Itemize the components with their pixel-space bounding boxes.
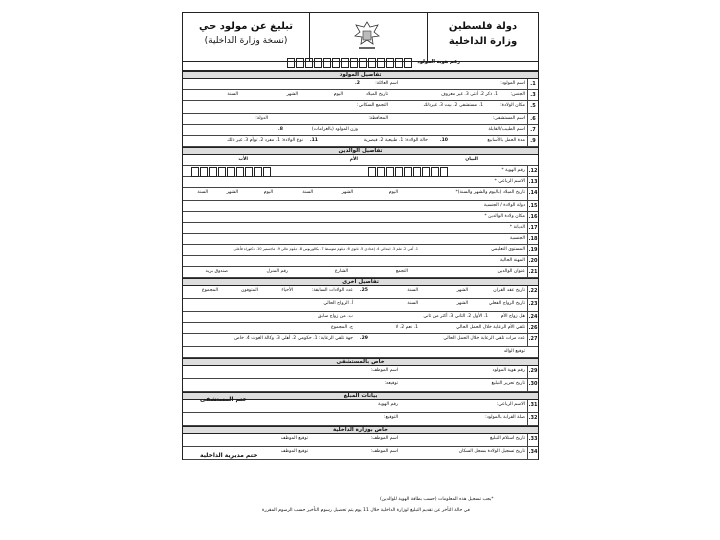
parents-header-row: البيان الأم الأب xyxy=(183,155,538,166)
row-hospital-newborn-id[interactable]: 29. رقم هوية المولود اسم الموظف: xyxy=(183,366,538,379)
row-parent-name[interactable]: 13. الاسم الرباعي * xyxy=(183,177,538,188)
row-parent-nationality[interactable]: 18. الجنسية xyxy=(183,234,538,245)
newborn-id-row xyxy=(182,57,539,71)
row-father-signature[interactable]: توقيع الوالد xyxy=(183,347,538,358)
footnote-1: *يجب تسجيل هذه المعلومات (حسب بطاقة الهوية للوالدين) xyxy=(380,497,494,502)
row-parent-job[interactable]: 20. المهنة الحالية xyxy=(183,256,538,267)
mother-id-boxes[interactable] xyxy=(368,167,448,177)
hospital-stamp-label: ختم المستشفى xyxy=(200,396,247,403)
row-parent-country[interactable]: 15. دولة الولادة / الجنسية xyxy=(183,201,538,212)
state-title-box xyxy=(427,12,539,62)
row-sex-birthdate[interactable]: 3. الجنس: 1. ذكر 2. أنثى 3. غير معروف تاريخ الميلاد اليوم الشهر السنة xyxy=(183,90,538,101)
row-doctor-weight[interactable]: 7. اسم الطبيب/القابلة وزن المولود (بالغرامات) 8. xyxy=(183,125,538,136)
row-care-count[interactable]: 27. عدد مرات تلقي الرعاية خلال الحمل الحالي 29. جهة تلقي الرعاية: 1. حكومي 2. أهلي 3. وكالة الغوث 4. خاص xyxy=(183,334,538,347)
row-parent-address[interactable]: 21. عنوان الوالدين التجمع الشارع رقم المنزل صندوق بريد xyxy=(183,267,538,278)
section-hospital: خاص بالمستشفى xyxy=(183,358,538,366)
section-informant: بيانات المبلغ xyxy=(183,392,538,400)
row-interior-receipt[interactable]: 33. تاريخ استلام التبليغ اسم الموظف: توقيع الموظف xyxy=(183,434,538,447)
row-birth-place[interactable]: 5. مكان الولادة: 1. مستشفى 2. بيت 3. غيرذلك التجمع السكاني: xyxy=(183,101,538,114)
palestine-eagle-emblem xyxy=(353,20,381,54)
row-marriage-contract[interactable]: 22. تاريخ عقد القران الشهر السنة 25. عدد الولادات السابقة: الأحياء المتوفون المجموع xyxy=(183,286,538,299)
state-name: دولة فلسطين xyxy=(448,21,518,32)
form-title: تبليغ عن مولود حي xyxy=(198,21,294,32)
section-newborn: تفاصيل المولود xyxy=(183,71,538,79)
row-informant-relation[interactable]: 32. صلة القرابة بالمولود: التوقيع: xyxy=(183,413,538,426)
row-parent-religion[interactable]: 17. الديانة * xyxy=(183,223,538,234)
section-interior: خاص بوزارة الداخلية xyxy=(183,426,538,434)
row-actual-marriage[interactable]: 23. تاريخ الزواج الفعلي الشهر السنة أ. الزواج الحالي xyxy=(183,299,538,312)
row-parent-education[interactable]: 19. المستوى التعليمي 1. أمي 2. ملم 3. ابتدائي 4. إعدادي 5. ثانوي 6. دبلوم متوسط 7. بكالوريوس 8. دبلوم عالي 9. ماجستير 10. دكتوراه فأعلى xyxy=(183,245,538,256)
row-parent-birthdate[interactable]: 14. تاريخ الميلاد (باليوم والشهر والسنة)* اليوم الشهر السنة اليوم الشهر السنة xyxy=(183,188,538,201)
row-mother-marriage[interactable]: 24. هل زواج الأم 1. الأول 2. الثاني 3. أكثر من ثاني ب. من زواج سابق xyxy=(183,312,538,323)
row-hospital-date[interactable]: 30. تاريخ تحرير التبليغ توقيعه: xyxy=(183,379,538,392)
row-newborn-name[interactable]: 1. اسم المولود: اسم العائلة: 2. xyxy=(183,79,538,90)
footnote-2: في حالة التأخر عن تقديم التبليغ لوزارة الداخلية خلال 11 يوم يتم تحصيل رسوم التأخير حسب الرسوم المقررة xyxy=(262,508,470,513)
form-subtitle: (نسخة وزارة الداخلية) xyxy=(204,36,288,46)
row-parent-birthplace[interactable]: 16. مكان ولادة الوالدين * xyxy=(183,212,538,223)
newborn-id-label: رقم هوية المولود xyxy=(417,59,460,65)
section-parents: تفاصيل الوالدين xyxy=(183,147,538,155)
interior-stamp-label: ختم مديرية الداخلية xyxy=(200,452,258,459)
ministry-name: وزارة الداخلية xyxy=(448,36,518,47)
row-pregnancy-duration[interactable]: 9. مدة الحمل بالأسابيع 10. حالة الولادة: 1. طبيعية 2. قيصرية 11. نوع الولادة: 1. مفرد 2. توأم 3. غير ذلك xyxy=(183,136,538,147)
row-informant-name[interactable]: 31. الاسم الرباعي: رقم الهوية xyxy=(183,400,538,413)
form-title-box xyxy=(182,12,310,62)
row-interior-registration[interactable]: 34. تاريخ تسجيل الولادة بسجل السكان اسم الموظف: توقيع الموظف xyxy=(183,447,538,460)
section-other: تفاصيل أخرى xyxy=(183,278,538,286)
newborn-id-boxes[interactable] xyxy=(287,58,412,68)
row-parent-id[interactable]: 12. رقم الهوية * xyxy=(183,166,538,177)
row-prenatal-care[interactable]: 26. تلقي الأم الرعاية خلال الحمل الحالي 1. نعم 2. لا ج. المجموع xyxy=(183,323,538,334)
father-id-boxes[interactable] xyxy=(191,167,271,177)
row-hospital-name[interactable]: 6. اسم المستشفى: المحافظة: الدولة: xyxy=(183,114,538,125)
